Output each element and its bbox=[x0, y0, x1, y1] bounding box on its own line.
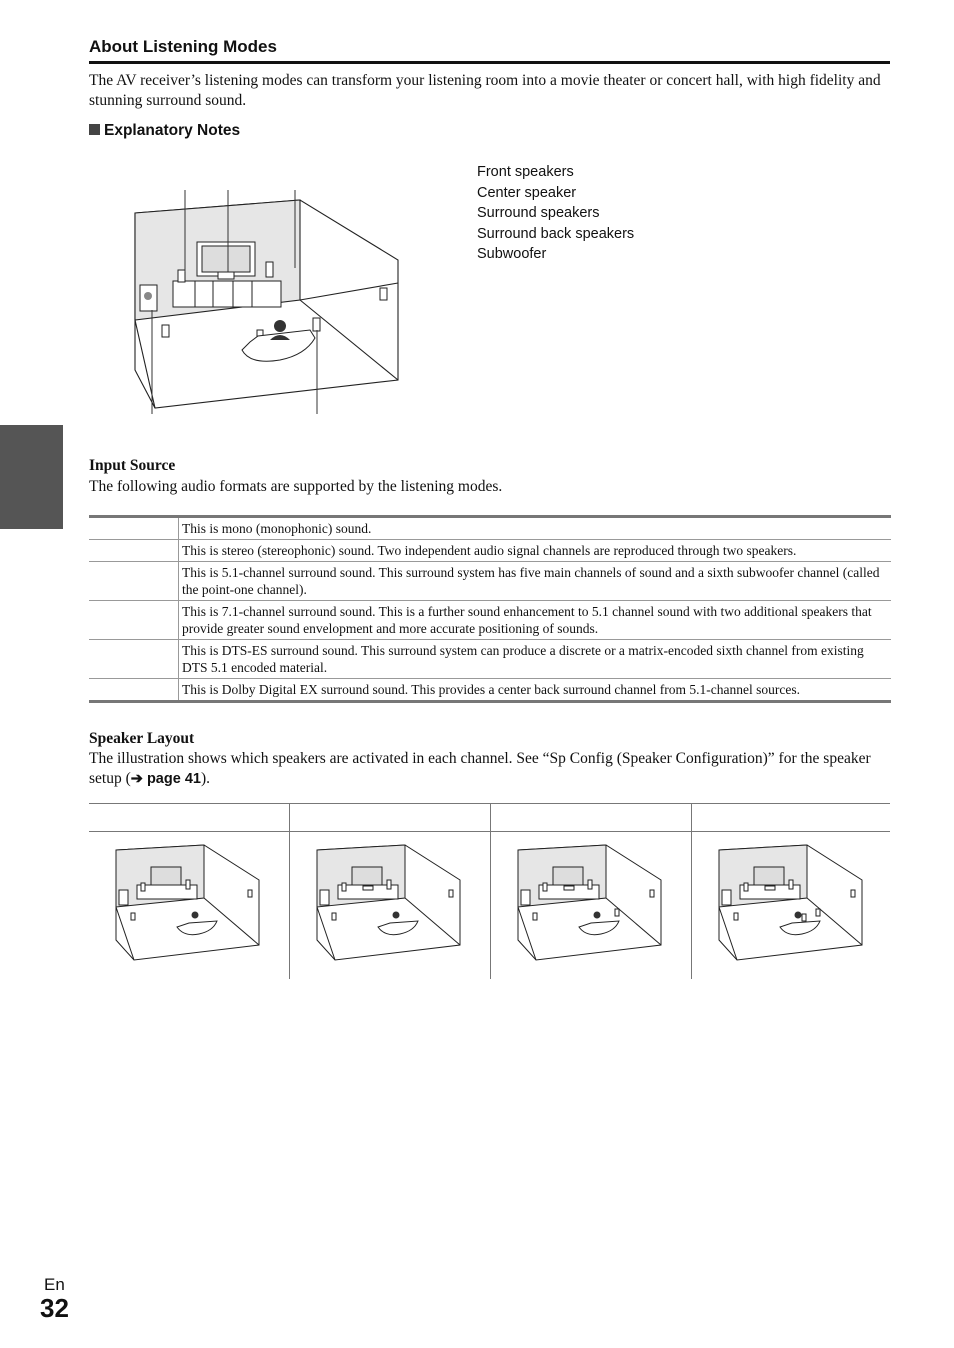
room-diagram-small bbox=[692, 835, 890, 979]
room-diagram-small bbox=[491, 835, 691, 979]
layout-cell bbox=[89, 835, 289, 979]
format-name-cell bbox=[89, 601, 179, 640]
legend-item: Surround back speakers bbox=[477, 225, 635, 242]
speaker-layout-grid bbox=[89, 803, 890, 979]
table-row bbox=[89, 640, 891, 679]
table-row bbox=[89, 679, 891, 702]
legend-item: Surround speakers bbox=[477, 205, 600, 221]
format-name-cell bbox=[89, 517, 179, 540]
input-source-heading: Input Source bbox=[89, 457, 176, 474]
table-row bbox=[89, 562, 891, 601]
layout-cell bbox=[491, 835, 691, 979]
speaker-layout-text-start: The illustration shows which speakers are activated in each channel. See “Sp Config (Speaker Configuration)” for the speaker setup ( bbox=[89, 750, 871, 787]
intro-paragraph: The AV receiver’s listening modes can transform your listening room into a movie theater or concert hall, with high fidelity and stunning surround sound. bbox=[89, 72, 881, 109]
format-description-cell: This is stereo (stereophonic) sound. Two independent audio signal channels are reproduced through two speakers. bbox=[179, 540, 892, 562]
format-description-cell: This is 5.1-channel surround sound. This surround system has five main channels of sound and a sixth subwoofer channel (called the point-one channel). bbox=[179, 562, 892, 601]
legend-item: Front speakers bbox=[477, 164, 574, 180]
room-diagram-small bbox=[89, 835, 289, 979]
page-reference-link[interactable]: ➔ page 41 bbox=[130, 771, 201, 787]
speaker-legend bbox=[477, 162, 634, 265]
side-tab bbox=[0, 425, 63, 529]
explanatory-notes-label: Explanatory Notes bbox=[104, 122, 241, 139]
format-description-cell: This is 7.1-channel surround sound. This is a further sound enhancement to 5.1 channel sound with two additional speakers that provide greater sound envelopment and more accurate positioning of sounds. bbox=[179, 601, 892, 640]
speaker-layout-text bbox=[89, 749, 890, 789]
audio-formats-table bbox=[89, 515, 891, 703]
table-row bbox=[89, 601, 891, 640]
speaker-layout-text-end: ). bbox=[200, 770, 210, 787]
format-name-cell bbox=[89, 679, 179, 702]
explanatory-notes-heading bbox=[89, 122, 240, 140]
format-description-cell: This is DTS-ES surround sound. This surround system can produce a discrete or a matrix-encoded sixth channel from existing DTS 5.1 encoded material. bbox=[179, 640, 892, 679]
room-diagram-small bbox=[290, 835, 490, 979]
square-bullet-icon bbox=[89, 124, 100, 135]
format-description-cell: This is Dolby Digital EX surround sound. This provides a center back surround channel from 5.1-channel sources. bbox=[182, 682, 800, 697]
layout-cell bbox=[290, 835, 490, 979]
format-description-cell: This is mono (monophonic) sound. bbox=[179, 517, 892, 540]
layout-cell bbox=[692, 835, 892, 979]
page-language: En bbox=[44, 1275, 65, 1294]
table-row bbox=[89, 540, 891, 562]
speaker-layout-heading: Speaker Layout bbox=[89, 730, 195, 747]
legend-item: Subwoofer bbox=[477, 246, 547, 262]
format-name-cell bbox=[89, 540, 179, 562]
format-name-cell bbox=[89, 640, 179, 679]
legend-item: Center speaker bbox=[477, 184, 577, 201]
table-row bbox=[89, 517, 891, 540]
input-source-text: The following audio formats are supported by the listening modes. bbox=[89, 478, 503, 495]
format-name-cell bbox=[89, 562, 179, 601]
section-title: About Listening Modes bbox=[89, 37, 890, 64]
room-speaker-diagram bbox=[120, 180, 410, 420]
page-number: 32 bbox=[40, 1293, 69, 1323]
